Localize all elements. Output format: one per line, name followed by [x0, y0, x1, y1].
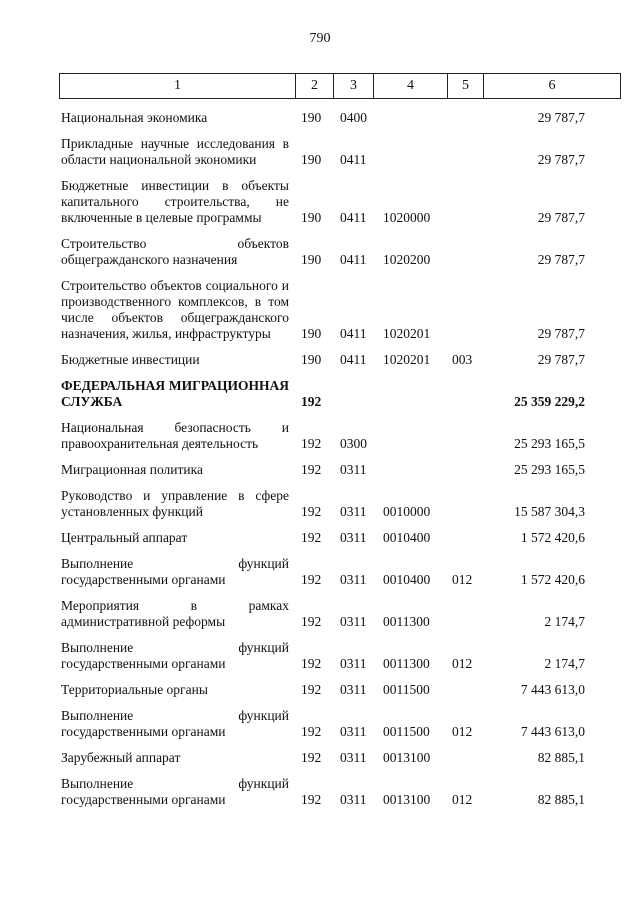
table-row: [0, 136, 640, 168]
amount: 7 443 613,0: [520, 724, 585, 739]
table-row: [0, 598, 640, 630]
row-name: Бюджетные инвестиции в объекты капитального строительства, не включенные в целевые программы: [61, 178, 289, 225]
code-section: 0311: [340, 792, 367, 807]
code-expense-type: 012: [452, 572, 473, 587]
amount: 1 572 420,6: [520, 572, 585, 587]
row-name: Прикладные научные исследования в области национальной экономики: [61, 136, 289, 167]
code-target: 0011500: [383, 682, 430, 697]
row-name: Выполнение функций государственными органами: [61, 556, 289, 587]
row-name: Миграционная политика: [61, 462, 203, 477]
amount: 25 293 165,5: [514, 436, 585, 451]
code-ministry: 190: [301, 210, 322, 225]
row-name: Зарубежный аппарат: [61, 750, 181, 765]
amount: 2 174,7: [544, 614, 585, 629]
code-section: 0311: [340, 530, 367, 545]
table-row: [0, 488, 640, 520]
header-col-6: 6: [548, 78, 556, 93]
row-name: Выполнение функций государственными органами: [61, 640, 289, 671]
code-expense-type: 012: [452, 724, 473, 739]
amount: 29 787,7: [537, 326, 585, 341]
code-section: 0411: [340, 252, 367, 267]
code-ministry: 192: [301, 750, 322, 765]
code-target: 0010400: [383, 530, 431, 545]
table-row: [0, 750, 640, 766]
row-name: Строительство объектов общегражданского назначения: [61, 236, 289, 267]
row-name: Центральный аппарат: [61, 530, 188, 545]
amount: 25 359 229,2: [514, 394, 585, 409]
row-name: Выполнение функций государственными органами: [61, 776, 289, 807]
table-row: [0, 708, 640, 740]
amount: 29 787,7: [537, 110, 585, 125]
row-name: Бюджетные инвестиции: [61, 352, 200, 367]
code-section: 0311: [340, 614, 367, 629]
table-row: [0, 462, 640, 478]
header-col-3: 3: [334, 74, 374, 98]
code-ministry: 192: [301, 504, 322, 519]
code-ministry: 192: [301, 656, 322, 671]
amount: 29 787,7: [537, 152, 585, 167]
header-col-2: 2: [296, 74, 334, 98]
amount: 25 293 165,5: [514, 462, 585, 477]
table-row: [0, 352, 640, 368]
amount: 29 787,7: [537, 210, 585, 225]
code-target: 0013100: [383, 792, 431, 807]
code-target: 1020201: [383, 326, 431, 341]
code-section: 0311: [340, 572, 367, 587]
table-body: [0, 110, 640, 818]
code-ministry: 190: [301, 352, 322, 367]
table-row: [0, 236, 640, 268]
code-expense-type: 012: [452, 656, 473, 671]
code-section: 0311: [340, 462, 367, 477]
row-name: Выполнение функций государственными органами: [61, 708, 289, 739]
code-section: 0311: [340, 724, 367, 739]
table-row: [0, 178, 640, 226]
code-target: 0013100: [383, 750, 431, 765]
code-target: 0011500: [383, 724, 430, 739]
table-row: [0, 556, 640, 588]
amount: 2 174,7: [544, 656, 585, 671]
code-section: 0311: [340, 682, 367, 697]
code-ministry: 192: [301, 462, 322, 477]
code-ministry: 192: [301, 394, 322, 409]
header-col-5: 5: [448, 74, 484, 98]
row-name: Национальная безопасность и правоохранительная деятельность: [61, 420, 289, 451]
code-target: 0011300: [383, 656, 430, 671]
amount: 82 885,1: [537, 750, 585, 765]
code-ministry: 192: [301, 436, 322, 451]
row-name: Строительство объектов социального и производственного комплексов, в том числе объектов общегражданского назначения, жилья, инфраструктуры: [61, 278, 289, 341]
table-row: [0, 110, 640, 126]
amount: 7 443 613,0: [520, 682, 585, 697]
code-ministry: 192: [301, 530, 322, 545]
table-row: [0, 378, 640, 410]
amount: 1 572 420,6: [520, 530, 585, 545]
code-section: 0411: [340, 352, 367, 367]
code-section: 0311: [340, 750, 367, 765]
table-row: [0, 682, 640, 698]
table-row: [0, 640, 640, 672]
amount: 29 787,7: [537, 252, 585, 267]
page-number: 790: [309, 31, 331, 46]
code-ministry: 190: [301, 252, 322, 267]
code-section: 0400: [340, 110, 367, 125]
code-target: 1020201: [383, 352, 431, 367]
row-name: ФЕДЕРАЛЬНАЯ МИГРАЦИОННАЯ СЛУЖБА: [61, 378, 289, 409]
table-row: [0, 420, 640, 452]
table-row: [0, 530, 640, 546]
code-target: 0010400: [383, 572, 431, 587]
code-target: 0011300: [383, 614, 430, 629]
row-name: Руководство и управление в сфере установленных функций: [61, 488, 289, 519]
table-header: [59, 73, 621, 99]
code-expense-type: 003: [452, 352, 473, 367]
header-col-4: 4: [374, 74, 448, 98]
amount: 15 587 304,3: [514, 504, 585, 519]
code-section: 0411: [340, 152, 367, 167]
header-col-1: 1: [60, 74, 296, 98]
code-ministry: 192: [301, 724, 322, 739]
code-target: 0010000: [383, 504, 431, 519]
code-target: 1020000: [383, 210, 431, 225]
code-target: 1020200: [383, 252, 431, 267]
code-expense-type: 012: [452, 792, 473, 807]
code-section: 0311: [340, 656, 367, 671]
table-row: [0, 776, 640, 808]
code-section: 0411: [340, 326, 367, 341]
amount: 82 885,1: [537, 792, 585, 807]
code-ministry: 192: [301, 572, 322, 587]
code-ministry: 190: [301, 110, 322, 125]
code-section: 0411: [340, 210, 367, 225]
code-section: 0300: [340, 436, 367, 451]
code-ministry: 190: [301, 152, 322, 167]
row-name: Мероприятия в рамках административной реформы: [61, 598, 289, 629]
amount: 29 787,7: [537, 352, 585, 367]
row-name: Территориальные органы: [61, 682, 208, 697]
code-ministry: 192: [301, 792, 322, 807]
row-name: Национальная экономика: [61, 110, 208, 125]
code-section: 0311: [340, 504, 367, 519]
table-row: [0, 278, 640, 342]
code-ministry: 190: [301, 326, 322, 341]
code-ministry: 192: [301, 614, 322, 629]
code-ministry: 192: [301, 682, 322, 697]
